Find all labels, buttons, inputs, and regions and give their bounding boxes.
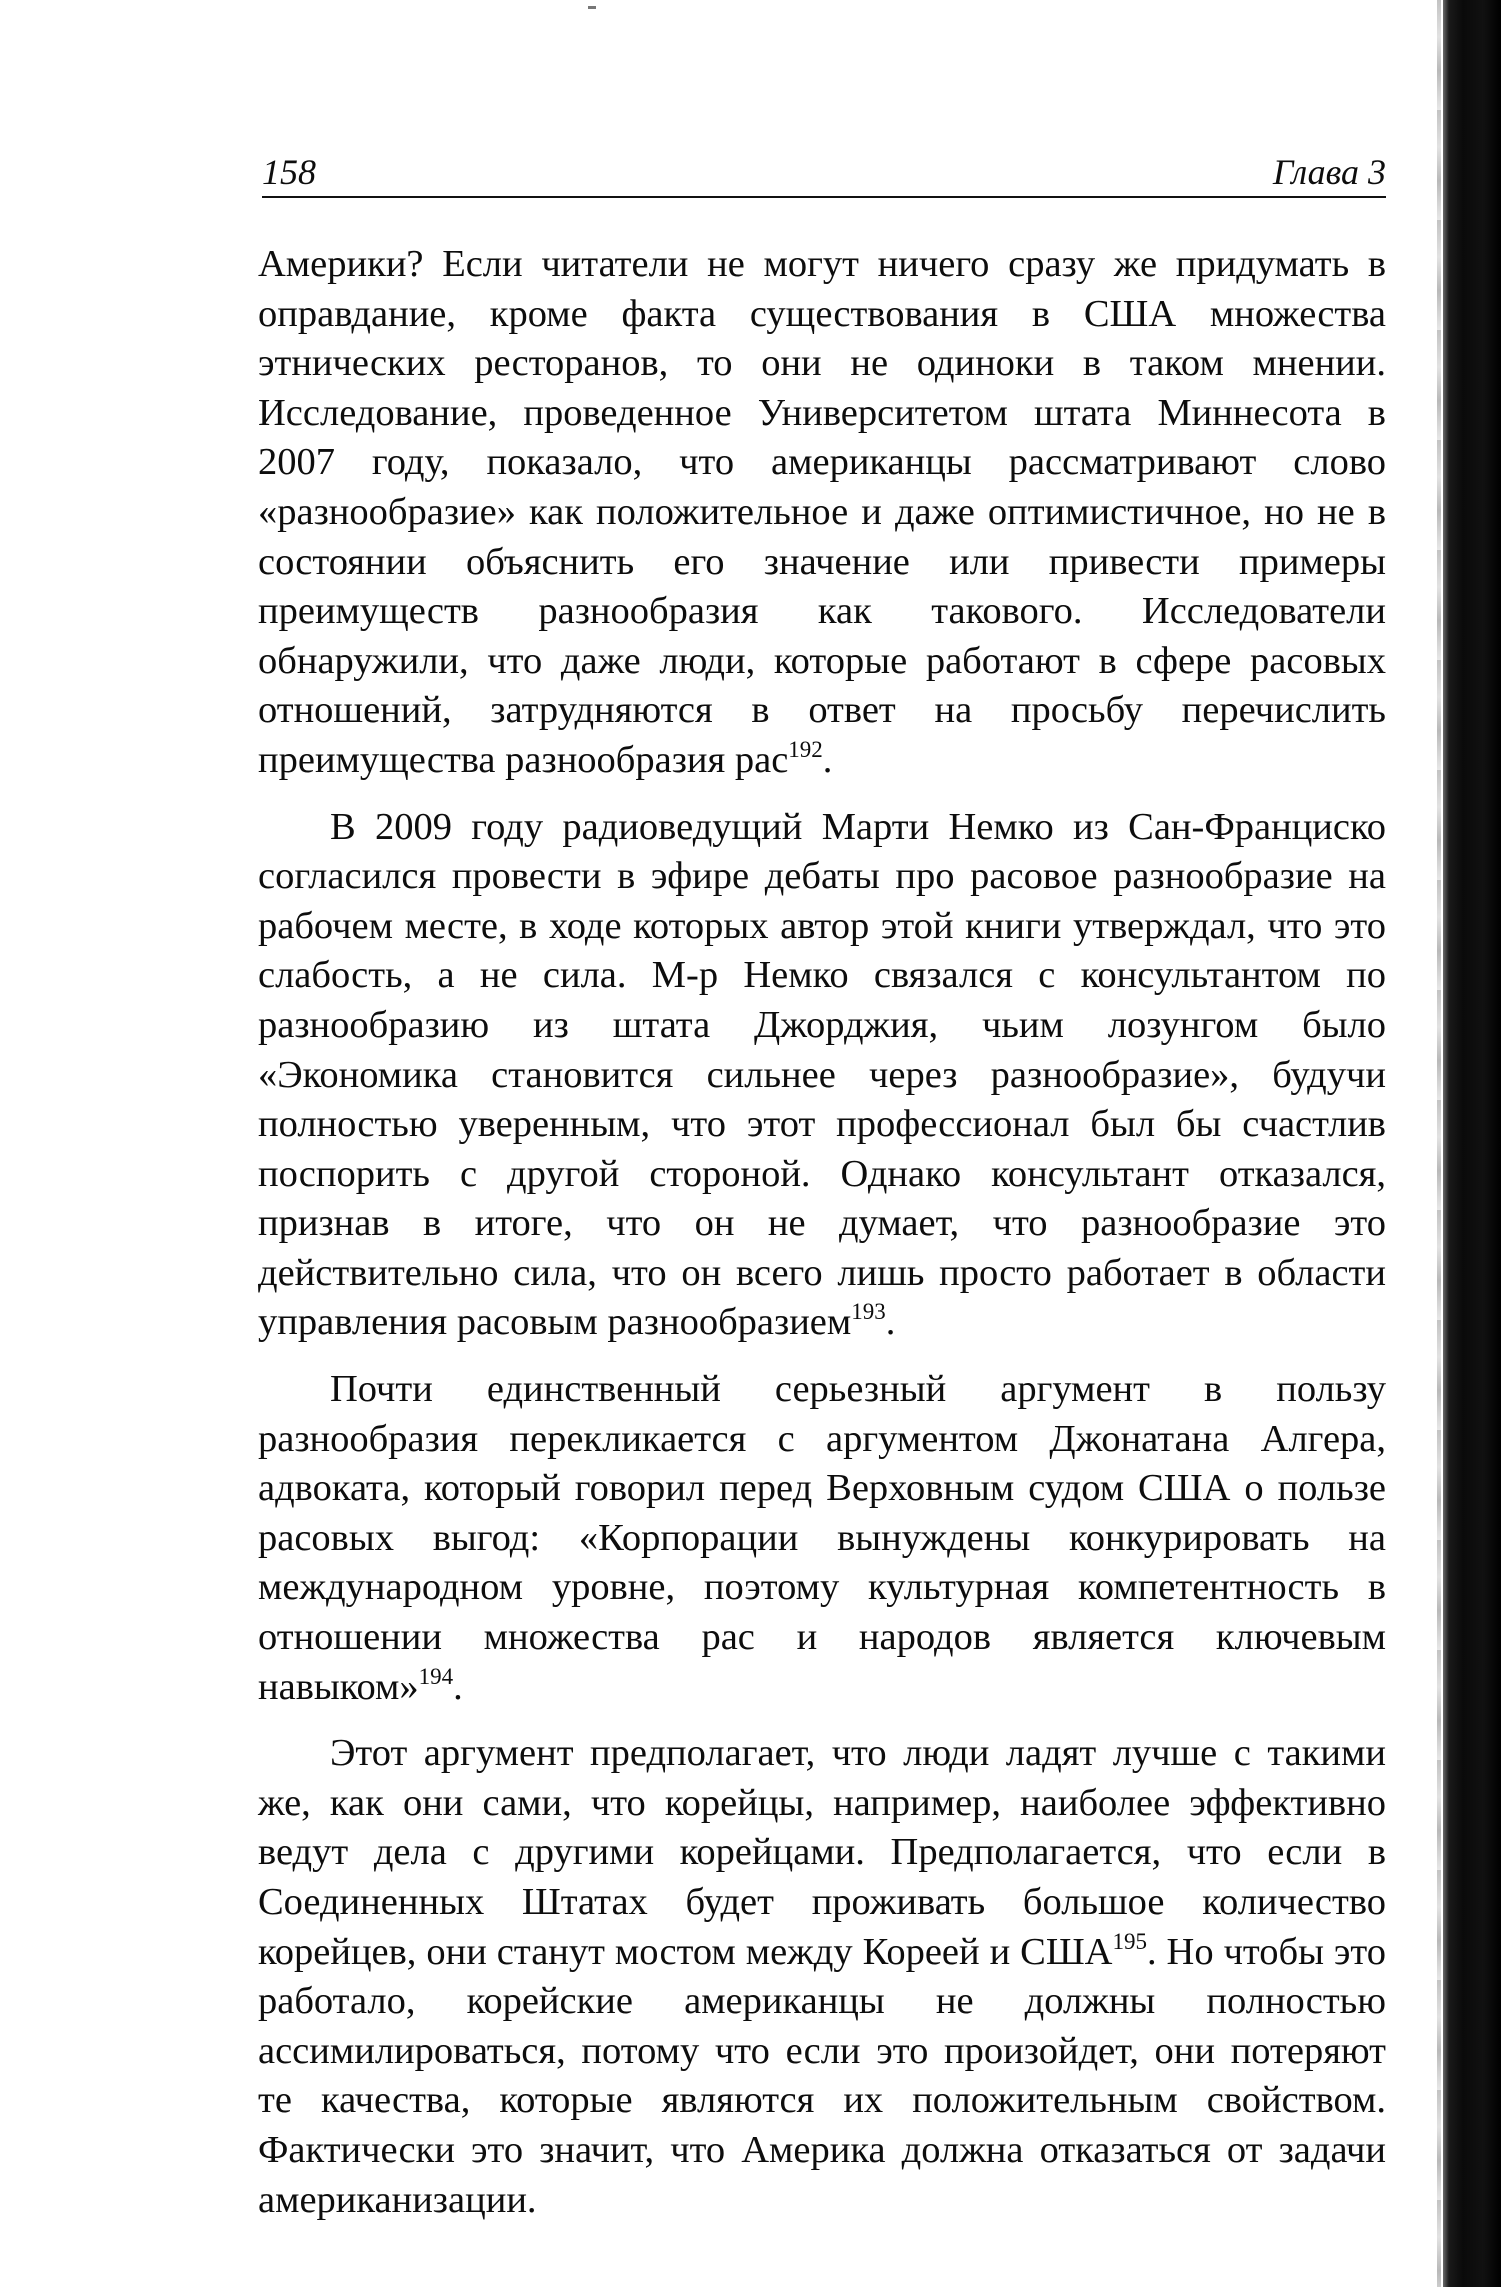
paragraph-text: Почти единственный серьезный аргумент в пользу разнообразия перекликается с аргументом Джонатана Алгера, адвоката, который говорил перед Верховным судом США о пользе расовых выгод: «Корпорации вынуждены конкурировать на международном уровне, поэтому культурная компетентность в отношении множества рас и народов является ключевым навыком» — [258, 1368, 1386, 1708]
footnote-reference[interactable]: 195 — [1112, 1928, 1147, 1954]
paragraph-3 — [258, 1365, 1386, 1712]
paragraph-tail: . — [453, 1665, 463, 1708]
paragraph-tail: . — [822, 738, 833, 781]
paragraph-text: Этот аргумент предполагает, что люди ладят лучше с такими же, как они сами, что корейцы, например, наиболее эффективно ведут дела с другими корейцами. Предполагается, что если в Соединенных Штатах будет проживать большое количество корейцев, они станут мостом между Кореей и США — [258, 1732, 1386, 1973]
paragraph-2 — [258, 803, 1386, 1349]
paragraph-tail: . — [885, 1301, 896, 1344]
running-header — [262, 148, 1386, 198]
body-text — [258, 240, 1386, 2242]
scan-mark — [588, 6, 596, 9]
paragraph-1 — [258, 240, 1386, 786]
scanned-page-edge — [1443, 0, 1501, 2287]
chapter-title: Глава 3 — [1272, 152, 1386, 192]
footnote-reference[interactable]: 193 — [851, 1299, 886, 1325]
footnote-reference[interactable]: 192 — [788, 736, 823, 762]
footnote-reference[interactable]: 194 — [418, 1663, 454, 1689]
paragraph-tail: . Но чтобы это работало, корейские американцы не должны полностью ассимилироваться, потому что если это произойдет, они потеряют те качества, которые являются их положительным свойством. Фактически это значит, что Америка должна отказаться от задачи американизации. — [258, 1930, 1386, 2221]
paragraph-text: В 2009 году радиоведущий Марти Немко из Сан-Франциско согласился провести в эфире дебаты про расовое разнообразие на рабочем месте, в ходе которых автор этой книги утверждал, что это слабость, а не сила. М-р Немко связался с консультантом по разнообразию из штата Джорджия, чьим лозунгом было «Экономика становится сильнее через разнообразие», будучи полностью уверенным, что этот профессионал был бы счастлив поспорить с другой стороной. Однако консультант отказался, признав в итоге, что он не думает, что разнообразие это действительно сила, что он всего лишь просто работает в области управления расовым разнообразием — [258, 805, 1386, 1344]
page-number: 158 — [262, 152, 316, 192]
paragraph-text: Америки? Если читатели не могут ничего сразу же придумать в оправдание, кроме факта существования в США множества этнических ресторанов, то они не одиноки в таком мнении. Исследование, проведенное Университетом штата Миннесота в 2007 году, показало, что американцы рассматривают слово «разнообразие» как положительное и даже оптимистичное, но не в состоянии объяснить его значение или привести примеры преимуществ разнообразия как такового. Исследователи обнаружили, что даже люди, которые работают в сфере расовых отношений, затрудняются в ответ на просьбу перечислить преимущества разнообразия рас — [258, 243, 1386, 781]
paragraph-4 — [258, 1729, 1386, 2225]
